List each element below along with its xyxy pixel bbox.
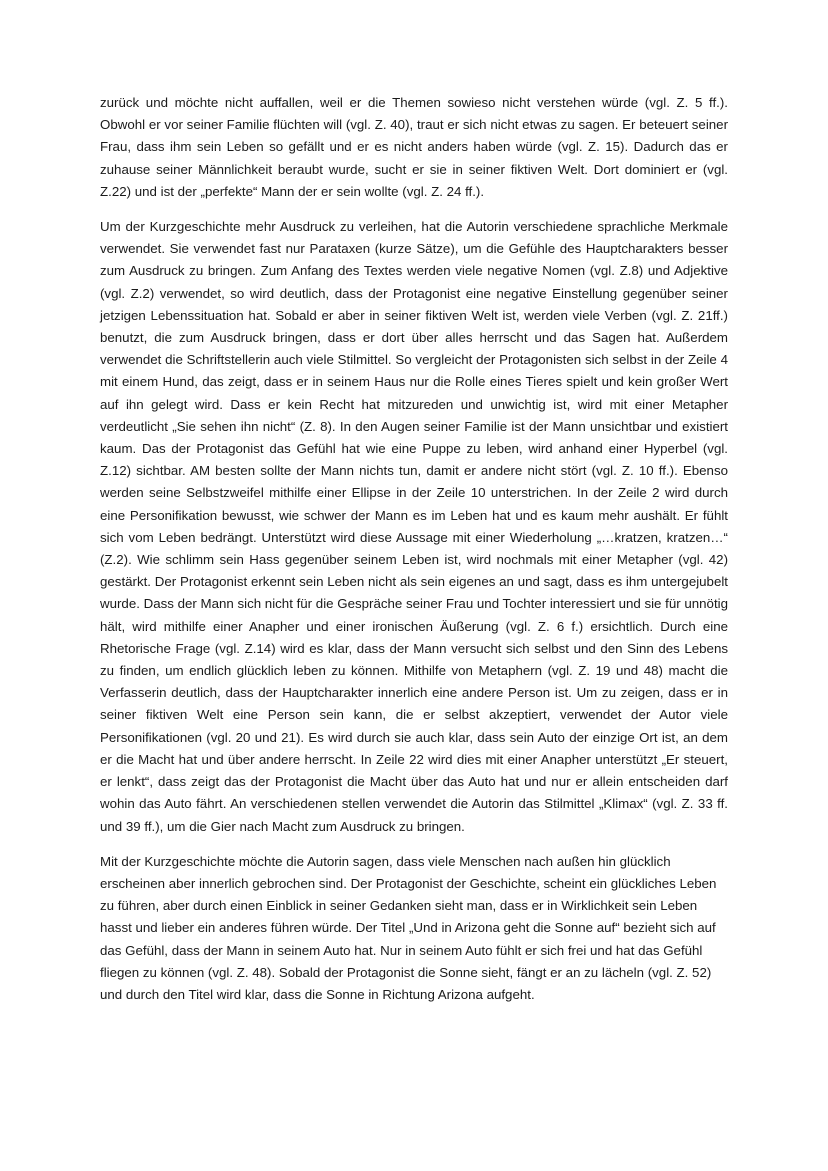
paragraph-language-analysis: Um der Kurzgeschichte mehr Ausdruck zu verleihen, hat die Autorin verschiedene sprachliche Merkmale verwendet. Sie verwendet fast nur Parataxen (kurze Sätze), um die Gefühle des Hauptcharakters besser zum Ausdruck zu bringen. Zum Anfang des Textes werden viele negative Nomen (vgl. Z.8) und Adjektive (vgl. Z.2) verwendet, so wird deutlich, dass der Protagonist eine negative Einstellung gegenüber seiner jetzigen Lebenssituation hat. Sobald er aber in seiner fiktiven Welt ist, werden viele Verben (vgl. Z. 21ff.) benutzt, die zum Ausdruck bringen, dass er dort über alles herrscht und das Sagen hat. Außerdem verwendet die Schriftstellerin auch viele Stilmittel. So vergleicht der Protagonisten sich selbst in der Zeile 4 mit einem Hund, das zeigt, dass er in seinem Haus nur die Rolle eines Tieres spielt und kein großer Wert auf ihn gelegt wird. Dass er kein Recht hat mitzureden und unwichtig ist, wird mit einer Metapher verdeutlicht „Sie sehen ihn nicht“ (Z. 8). In den Augen seiner Familie ist der Mann unsichtbar und existiert kaum. Das der Protagonist das Gefühl hat wie eine Puppe zu leben, wird anhand einer Hyperbel (vgl. Z.12) sichtbar. AM besten sollte der Mann nichts tun, damit er andere nicht stört (vgl. Z. 10 ff.). Ebenso werden seine Selbstzweifel mithilfe einer Ellipse in der Zeile 10 unterstrichen. In der Zeile 2 wird durch eine Personifikation bewusst, wie schwer der Mann es im Leben hat und es kaum mehr aushält. Er fühlt sich vom Leben bedrängt. Unterstützt wird diese Aussage mit einer Wiederholung „…kratzen, kratzen…“ (Z.2). Wie schlimm sein Hass gegenüber seinem Leben ist, wird nochmals mit einer Metapher (vgl. 42) gestärkt. Der Protagonist erkennt sein Leben nicht als sein eigenes an und sagt, dass es ihm untergejubelt wurde. Dass der Mann sich nicht für die Gespräche seiner Frau und Tochter interessiert und sie für unnötig hält, wird mithilfe einer Anapher und einer ironischen Äußerung (vgl. Z. 6 f.) ersichtlich. Durch eine Rhetorische Frage (vgl. Z.14) wird es klar, dass der Mann versucht sich selbst und den Sinn des Lebens zu finden, um endlich glücklich leben zu können. Mithilfe von Metaphern (vgl. Z. 19 und 48) macht die Verfasserin deutlich, dass der Hauptcharakter innerlich eine andere Person ist. Um zu zeigen, dass er in seiner fiktiven Welt eine Person sein kann, die er selbst akzeptiert, verwendet der Autor viele Personifikationen (vgl. 20 und 21). Es wird durch sie auch klar, dass sein Auto der einzige Ort ist, an dem er die Macht hat und über andere herrscht. In Zeile 22 wird dies mit einer Anapher unterstützt „Er steuert, er lenkt“, dass zeigt das der Protagonist die Macht über das Auto hat und nur er allein entscheiden darf wohin das Auto fährt. An verschiedenen stellen verwendet die Autorin das Stilmittel „Klimax“ (vgl. Z. 33 ff. und 39 ff.), um die Gier nach Macht zum Ausdruck zu bringen. <box>100 219 728 834</box>
document-body <box>100 92 728 1019</box>
paragraph-interpretation: Mit der Kurzgeschichte möchte die Autorin sagen, dass viele Menschen nach außen hin glücklich erscheinen aber innerlich gebrochen sind. Der Protagonist der Geschichte, scheint ein glückliches Leben zu führen, aber durch einen Einblick in seiner Gedanken sieht man, dass er in Wirklichkeit sein Leben hasst und lieber ein anderes führen würde. Der Titel „Und in Arizona geht die Sonne auf“ bezieht sich auf das Gefühl, dass der Mann in seinem Auto hat. Nur in seinem Auto fühlt er sich frei und hat das Gefühl fliegen zu können (vgl. Z. 48). Sobald der Protagonist die Sonne sieht, fängt er an zu lächeln (vgl. Z. 52) und durch den Titel wird klar, dass die Sonne in Richtung Arizona aufgeht. <box>100 853 717 1002</box>
paragraph-intro-continuation: zurück und möchte nicht auffallen, weil er die Themen sowieso nicht verstehen würde (vgl. Z. 5 ff.). Obwohl er vor seiner Familie flüchten will (vgl. Z. 40), traut er sich nicht etwas zu sagen. Er beteuert seiner Frau, dass ihm sein Leben so gefällt und er es nicht anders haben würde (vgl. Z. 15). Dadurch das er zuhause seiner Männlichkeit beraubt wurde, sucht er sie in seiner fiktiven Welt. Dort dominiert er (vgl. Z.22) und ist der „perfekte“ Mann der er sein wollte (vgl. Z. 24 ff.). <box>100 95 728 199</box>
